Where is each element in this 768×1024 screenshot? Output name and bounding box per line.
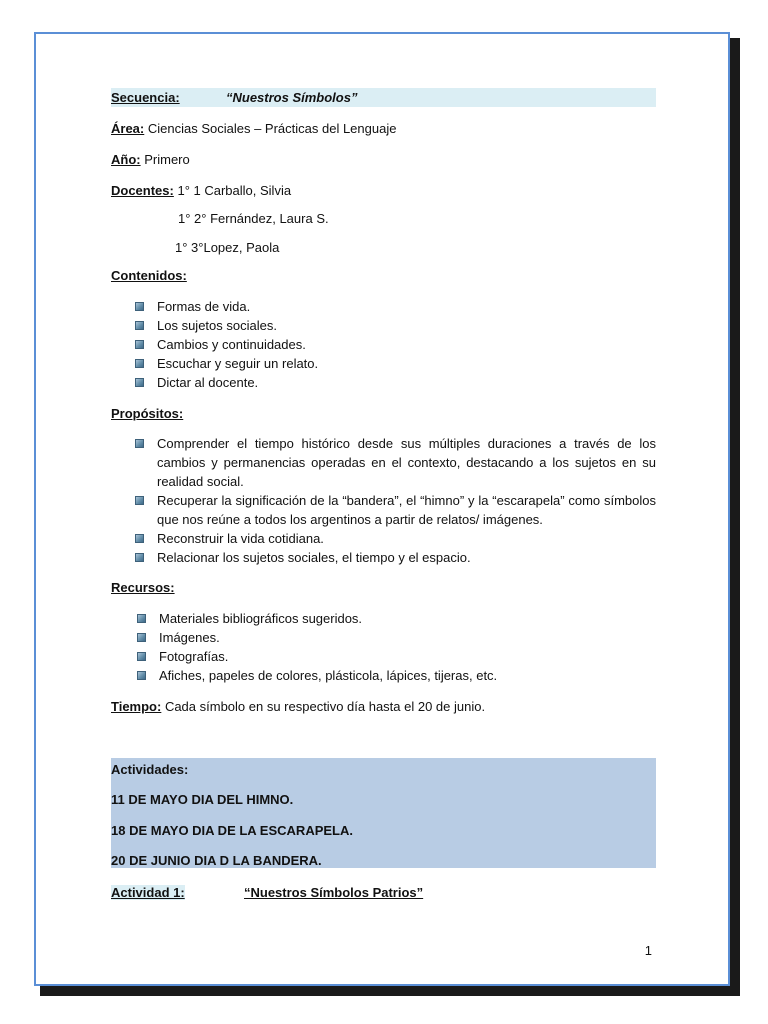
list-item: Imágenes.	[137, 628, 658, 647]
area-value: Ciencias Sociales – Prácticas del Lenguaje	[144, 121, 397, 136]
list-item: Escuchar y seguir un relato.	[135, 354, 656, 373]
bullet-square-icon	[135, 359, 144, 368]
actividad1-row	[111, 883, 424, 902]
list-item: Afiches, papeles de colores, plásticola, lápices, tijeras, etc.	[137, 666, 658, 685]
bullet-square-icon	[137, 652, 146, 661]
document-page	[34, 32, 730, 986]
actividades-block	[111, 758, 656, 868]
bullet-square-icon	[135, 378, 144, 387]
actividad1-title: “Nuestros Símbolos Patrios”	[244, 885, 424, 900]
bullet-square-icon	[135, 302, 144, 311]
page-number: 1	[644, 943, 652, 958]
anio-value: Primero	[140, 152, 190, 167]
actividades-label: Actividades:	[111, 762, 189, 777]
bullet-square-icon	[135, 321, 144, 330]
bullet-square-icon	[135, 340, 144, 349]
list-item: Reconstruir la vida cotidiana.	[135, 529, 656, 548]
area-row	[111, 119, 396, 138]
secuencia-row	[111, 88, 656, 107]
tiempo-row	[111, 697, 485, 716]
docente-item: 1° 2° Fernández, Laura S.	[178, 211, 329, 226]
contenidos-heading: Contenidos:	[111, 268, 187, 283]
area-label: Área:	[111, 121, 145, 136]
bullet-square-icon	[137, 633, 146, 642]
actividad-date: 11 DE MAYO DIA DEL HIMNO.	[111, 792, 294, 807]
list-item: Relacionar los sujetos sociales, el tiempo y el espacio.	[135, 548, 656, 567]
docentes-label: Docentes:	[111, 183, 174, 198]
list-item: Recuperar la significación de la “bandera”, el “himno” y la “escarapela” como símbolos que nos reúne a todos los argentinos a partir de relatos/ imágenes.	[135, 491, 656, 529]
docente-item: 1° 3°Lopez, Paola	[175, 240, 280, 255]
actividad-date: 20 DE JUNIO DIA D LA BANDERA.	[111, 853, 322, 868]
tiempo-value: Cada símbolo en su respectivo día hasta el 20 de junio.	[161, 699, 486, 714]
docente-item: 1° 1 Carballo, Silvia	[173, 183, 292, 198]
bullet-square-icon	[137, 671, 146, 680]
list-item: Fotografías.	[137, 647, 658, 666]
anio-label: Año:	[111, 152, 141, 167]
list-item: Los sujetos sociales.	[135, 316, 656, 335]
bullet-square-icon	[135, 496, 144, 505]
secuencia-label: Secuencia:	[111, 90, 180, 105]
list-item: Comprender el tiempo histórico desde sus múltiples duraciones a través de los cambios y permanencias operadas en el contexto, destacando a los sujetos en su realidad social.	[135, 434, 656, 491]
anio-row	[111, 150, 190, 169]
propositos-list	[135, 434, 656, 567]
list-item: Materiales bibliográficos sugeridos.	[137, 609, 658, 628]
actividad1-label: Actividad 1:	[111, 885, 185, 900]
list-item: Dictar al docente.	[135, 373, 656, 392]
propositos-heading: Propósitos:	[111, 406, 184, 421]
list-item: Formas de vida.	[135, 297, 656, 316]
bullet-square-icon	[137, 614, 146, 623]
secuencia-title: “Nuestros Símbolos”	[226, 90, 358, 105]
tiempo-label: Tiempo:	[111, 699, 162, 714]
bullet-square-icon	[135, 553, 144, 562]
contenidos-list	[135, 297, 656, 392]
recursos-list	[137, 609, 658, 685]
docentes-row	[111, 181, 291, 200]
bullet-square-icon	[135, 439, 144, 448]
list-item: Cambios y continuidades.	[135, 335, 656, 354]
actividad-date: 18 DE MAYO DIA DE LA ESCARAPELA.	[111, 823, 353, 838]
recursos-heading: Recursos:	[111, 580, 175, 595]
bullet-square-icon	[135, 534, 144, 543]
